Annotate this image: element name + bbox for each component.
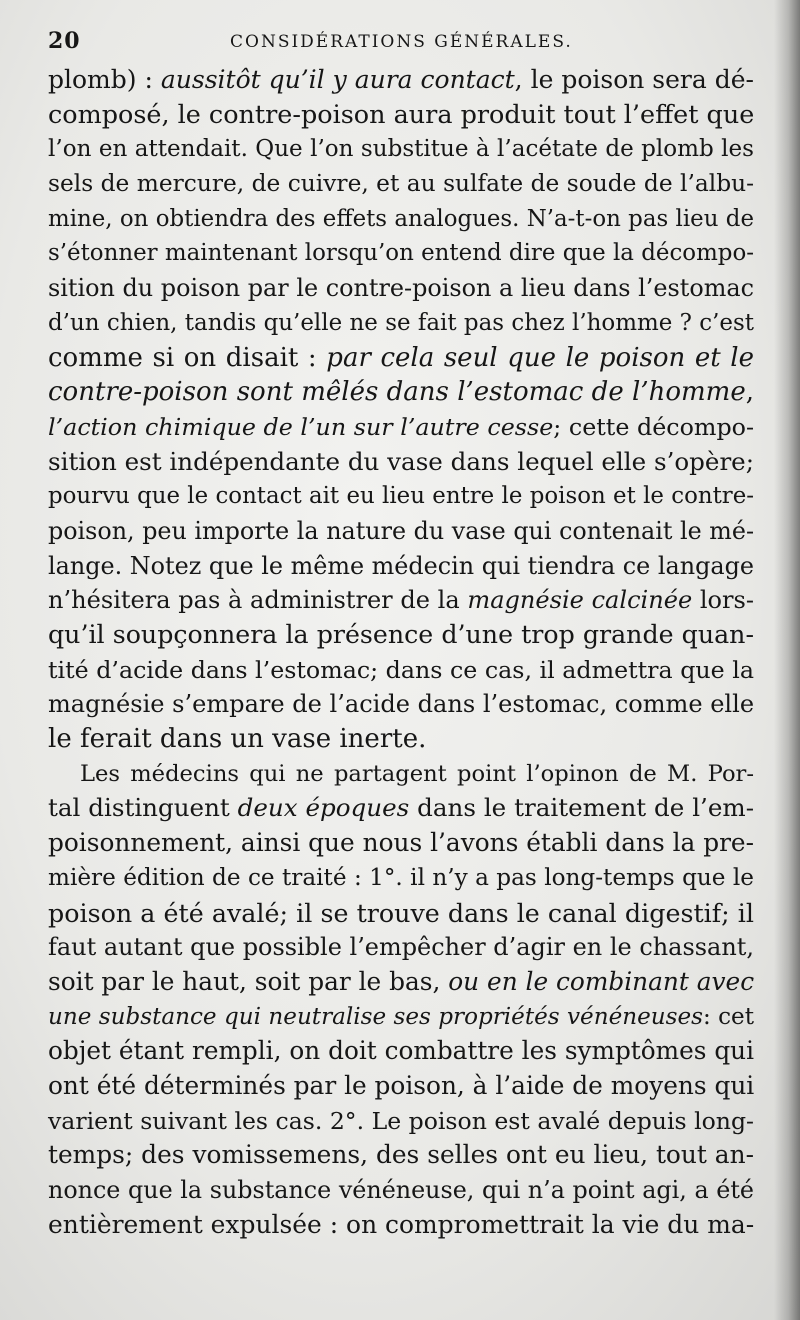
text-segment: pourvu que le contact ait eu lieu entre le poison et le contre-: [48, 483, 754, 510]
text-segment: poisonnement, ainsi que nous l’avons établi dans la pre-: [48, 828, 754, 858]
text-segment: magnésie s’empare de l’acide dans l’estomac, comme elle: [48, 690, 755, 719]
text-line: [48, 618, 754, 653]
text-segment: plomb) :: [48, 65, 161, 94]
text-segment: comme si on disait :: [48, 342, 327, 373]
text-line: [48, 1173, 754, 1208]
italic-text: l’action chimique de l’un sur l’autre cesse: [48, 412, 554, 441]
text-line: [48, 1104, 754, 1139]
text-segment: sels de mercure, de cuivre, et au sulfate de soude de l’albu-: [48, 170, 755, 198]
italic-text: une substance qui neutralise ses propriétés vénéneuses: [48, 1003, 703, 1030]
text-segment: faut autant que possible l’empêcher d’agir en le chassant,: [48, 933, 754, 962]
text-line: [48, 687, 754, 722]
text-segment: temps; des vomissemens, des selles ont eu lieu, tout an-: [48, 1140, 754, 1170]
text-segment: mine, on obtiendra des effets analogues. N’a-t-on pas lieu de: [48, 205, 754, 232]
text-segment: objet étant rempli, on doit combattre les symptômes qui: [48, 1036, 754, 1066]
text-segment: composé, le contre-poison aura produit tout l’effet que: [48, 99, 755, 130]
text-line: [48, 722, 754, 757]
text-line: [48, 826, 754, 861]
page-header: [48, 22, 752, 62]
text-line: [48, 896, 754, 931]
text-line: [48, 514, 754, 549]
text-line: [48, 236, 754, 271]
text-segment: dans le traitement de l’em-: [409, 793, 754, 823]
italic-text: ou en le combinant avec: [448, 966, 755, 996]
body-text: [48, 63, 754, 1242]
text-segment: n’hésitera pas à administrer de la: [48, 586, 468, 615]
text-line: [48, 445, 754, 480]
text-line: [48, 479, 754, 514]
text-segment: sition du poison par le contre-poison a lieu dans l’estomac: [48, 274, 754, 303]
text-line: [48, 1000, 754, 1035]
text-segment: Les médecins qui ne partagent point l’opinon de M. Por-: [80, 760, 754, 787]
text-segment: ,: [745, 377, 754, 408]
text-line: [48, 861, 754, 896]
text-segment: nonce que la substance vénéneuse, qui n’a point agi, a été: [48, 1176, 754, 1204]
text-line: [48, 1138, 754, 1173]
text-line: [48, 1208, 754, 1243]
page-number: 20: [48, 28, 81, 54]
text-line: [48, 410, 754, 445]
text-line: [48, 98, 754, 133]
text-segment: varient suivant les cas. 2°. Le poison est avalé depuis long-: [48, 1106, 754, 1135]
text-line: [48, 653, 754, 688]
text-segment: l’on en attendait. Que l’on substitue à l’acétate de plomb les: [48, 136, 754, 163]
text-line: [48, 132, 754, 167]
text-line: [48, 965, 754, 1000]
text-line: [48, 930, 754, 965]
italic-text: par cela seul que le poison et le: [326, 342, 754, 373]
text-segment: ont été déterminés par le poison, à l’aide de moyens qui: [48, 1070, 755, 1100]
text-line: [48, 1034, 754, 1069]
text-segment: poison a été avalé; il se trouve dans le canal digestif; il: [48, 897, 754, 928]
text-line: [48, 306, 754, 341]
text-segment: d’un chien, tandis qu’elle ne se fait pas chez l’homme ? c’est: [48, 309, 754, 336]
text-line: [48, 202, 754, 237]
text-segment: lors-: [692, 586, 754, 615]
page-edge-shadow: [774, 0, 800, 1320]
text-line: [48, 271, 754, 306]
text-line: [48, 341, 754, 376]
text-segment: qu’il soupçonnera la présence d’une trop grande quan-: [48, 620, 754, 649]
text-segment: entièrement expulsée : on compromettrait la vie du ma-: [48, 1209, 755, 1239]
text-segment: sition est indépendante du vase dans lequel elle s’opère;: [48, 446, 754, 476]
text-line: [48, 375, 754, 410]
text-segment: ; cette décompo-: [553, 412, 755, 441]
text-segment: tité d’acide dans l’estomac; dans ce cas, il admettra que la: [48, 655, 754, 684]
text-line: [48, 549, 754, 584]
running-head: CONSIDÉRATIONS GÉNÉRALES.: [230, 32, 573, 52]
text-line: [48, 791, 754, 826]
italic-text: aussitôt qu’il y aura contact: [160, 65, 515, 94]
text-segment: mière édition de ce traité : 1°. il n’y a pas long-temps que le: [48, 864, 754, 891]
text-segment: le ferait dans un vase inerte.: [48, 724, 427, 755]
text-line: [48, 63, 754, 98]
text-line: [48, 583, 754, 618]
italic-text: magnésie calcinée: [467, 586, 693, 615]
text-segment: poison, peu importe la nature du vase qui contenait le mé-: [48, 516, 754, 545]
text-line: [48, 1069, 754, 1104]
text-segment: , le poison sera dé-: [514, 65, 754, 94]
text-segment: : cet: [702, 1003, 754, 1030]
text-line: [48, 167, 754, 202]
text-segment: soit par le haut, soit par le bas,: [48, 966, 449, 996]
text-segment: s’étonner maintenant lorsqu’on entend dire que la décompo-: [48, 240, 754, 267]
text-segment: lange. Notez que le même médecin qui tiendra ce langage: [48, 551, 754, 580]
italic-text: deux époques: [237, 793, 410, 823]
text-segment: tal distinguent: [48, 793, 238, 823]
italic-text: contre-poison sont mêlés dans l’estomac de l’homme: [48, 377, 746, 408]
text-line: [48, 757, 754, 792]
